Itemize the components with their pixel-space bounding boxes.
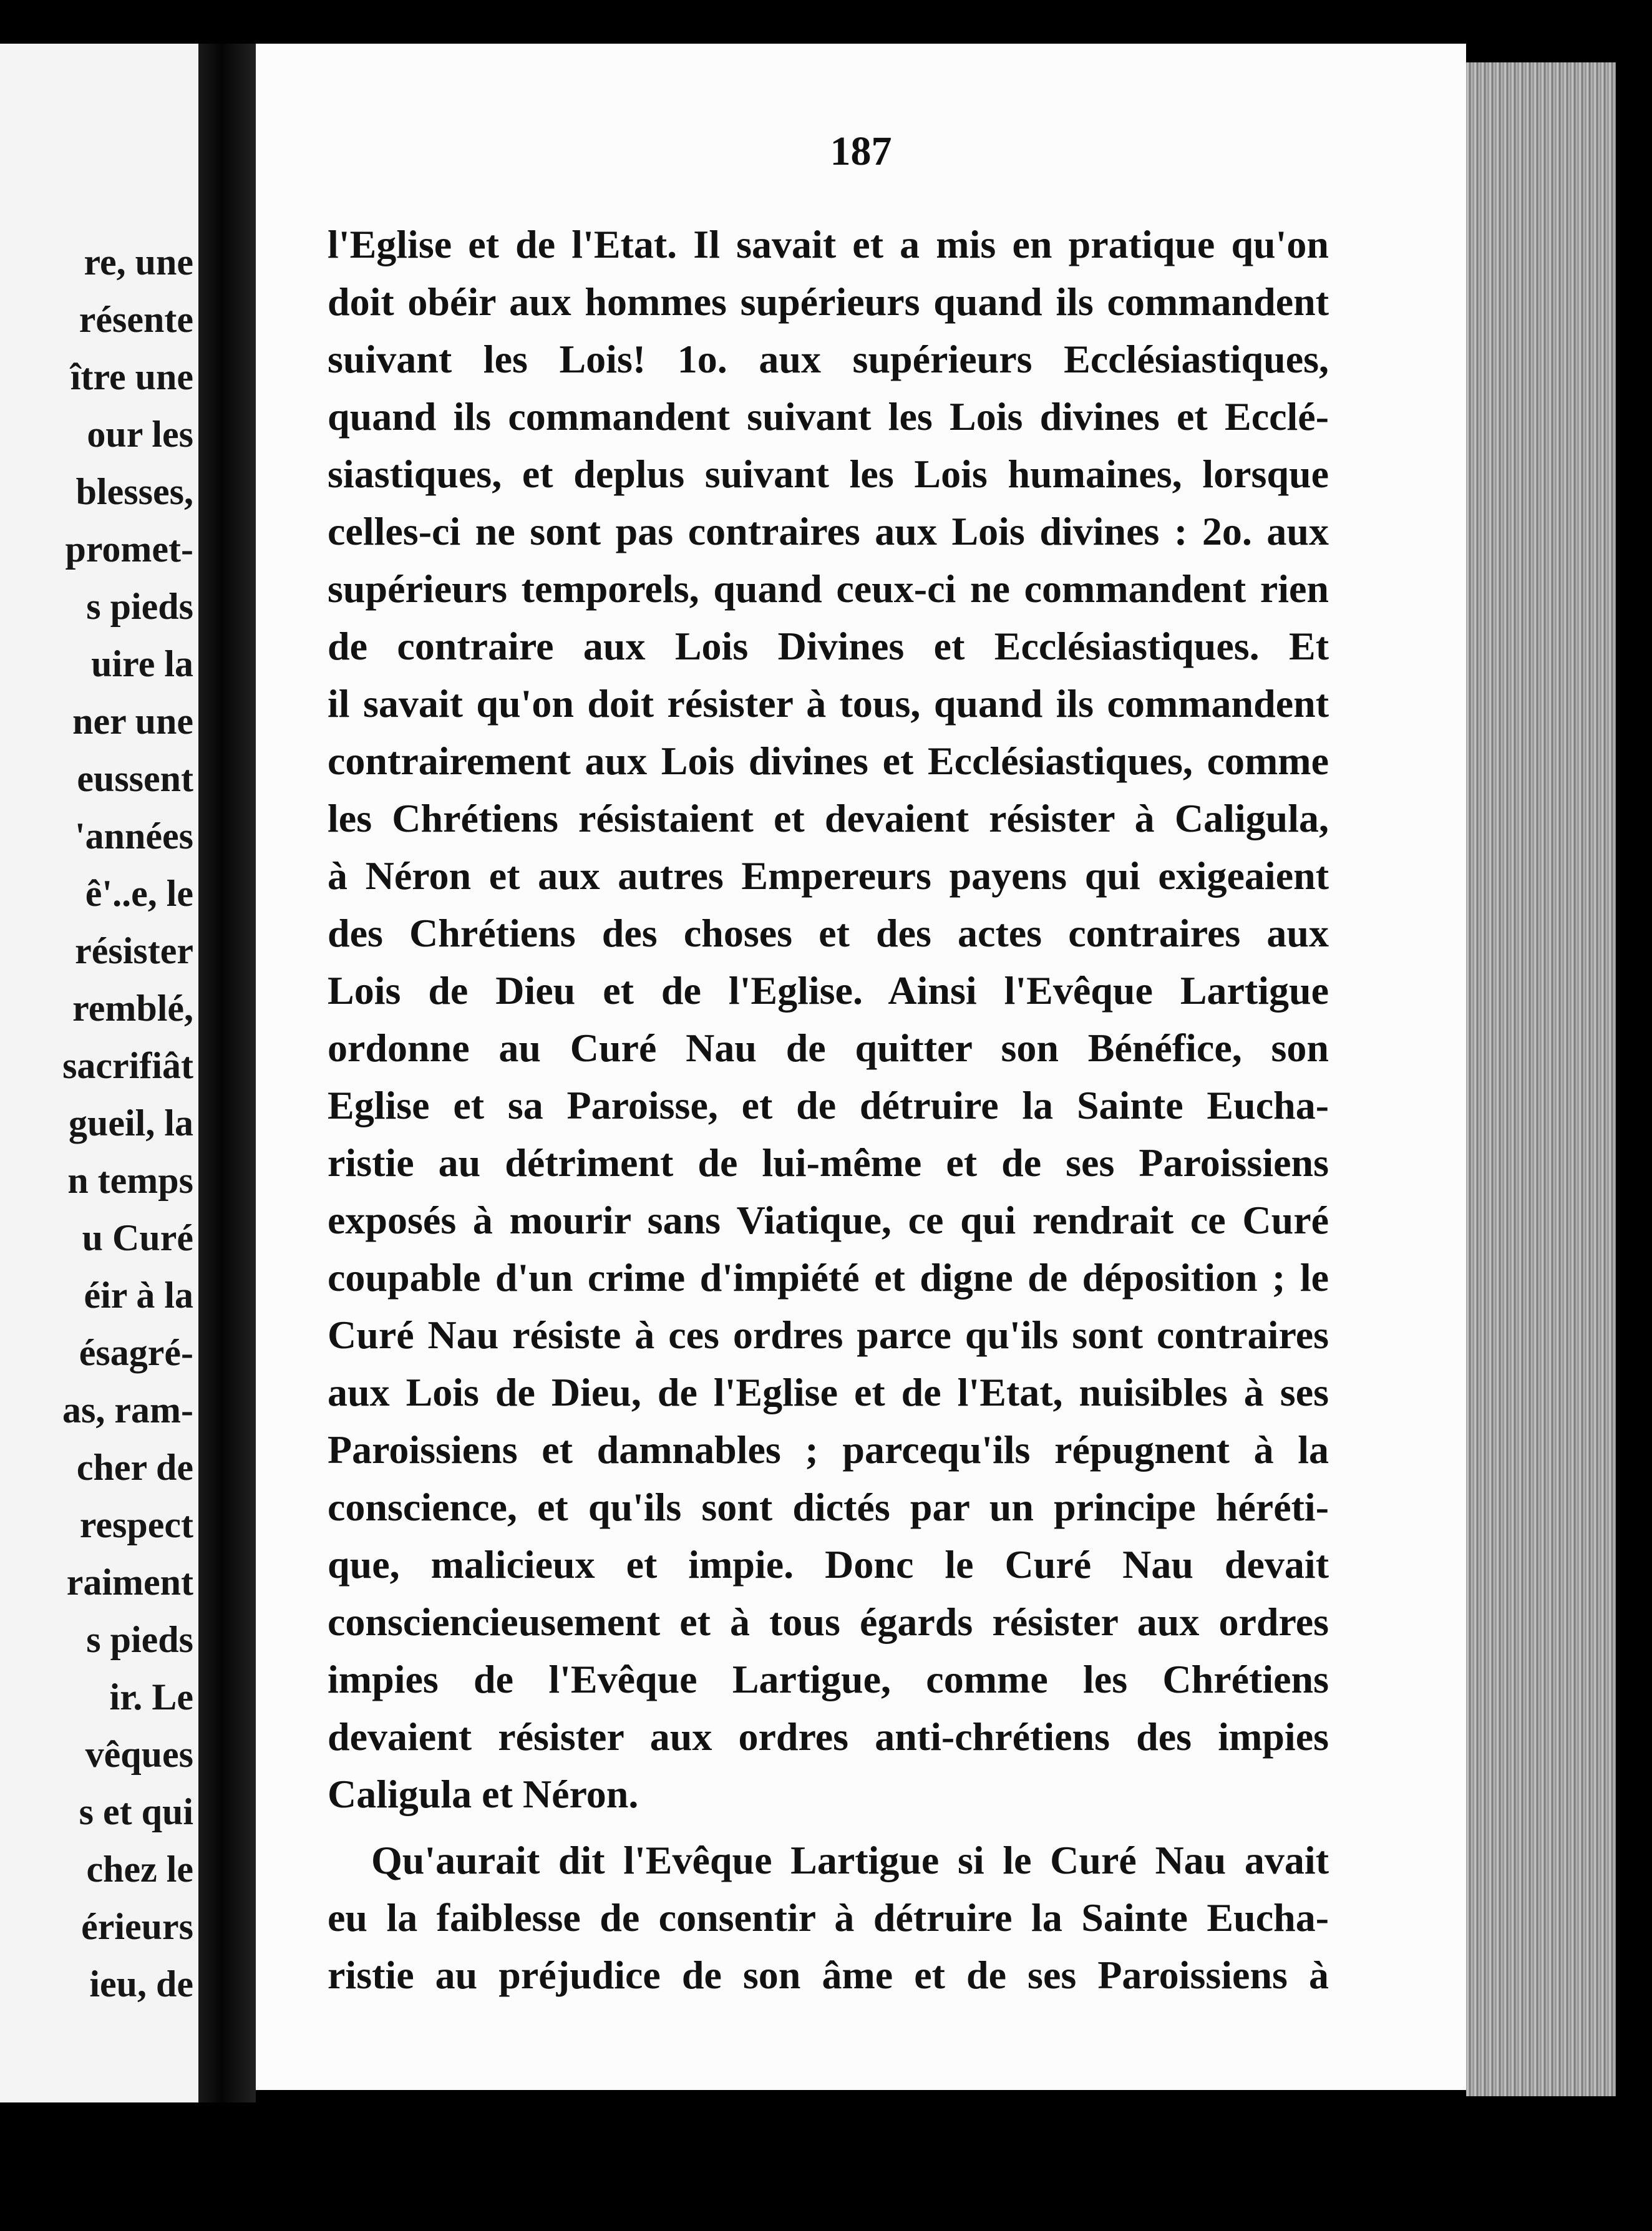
left-page-line: ê'..e, le [85,873,193,914]
text-line: ristie au détriment de lui-même et de ses Paroissiens [328,1140,1329,1185]
left-page-line: raiment [66,1562,193,1603]
text-line: Qu'aurait dit l'Evêque Lartigue si le Curé Nau avait [371,1838,1329,1882]
left-page-line: eussent [77,758,193,799]
text-line: ristie au préjudice de son âme et de ses Paroissiens à [328,1953,1329,1997]
text-line: quand ils commandent suivant les Lois divines et Ecclé- [328,394,1329,439]
text-line: aux Lois de Dieu, de l'Eglise et de l'Etat, nuisibles à ses [328,1370,1329,1414]
left-page-line: n temps [67,1160,193,1201]
left-page-line: blesses, [75,471,193,512]
left-page-line: résente [79,299,193,340]
left-page-line: s pieds [86,1619,193,1660]
text-line: l'Eglise et de l'Etat. Il savait et a mis en pratique qu'on [328,222,1329,266]
text-line: siastiques, et deplus suivant les Lois humaines, lorsque [328,452,1329,496]
page-number: 187 [830,129,892,174]
left-page-fragment [0,44,198,2102]
left-page-line: ésagré- [79,1332,193,1373]
text-line: eu la faiblesse de consentir à détruire la Sainte Eucha- [328,1895,1329,1940]
text-line: impies de l'Evêque Lartigue, comme les Chrétiens [328,1657,1329,1701]
main-page [256,44,1466,2090]
text-line: Paroissiens et damnables ; parcequ'ils répugnent à la [328,1427,1329,1472]
text-line: supérieurs temporels, quand ceux-ci ne commandent rien [328,566,1329,611]
left-page-line: s et qui [79,1791,193,1832]
left-page-line: vêques [85,1734,193,1775]
left-page-line: respect [79,1504,193,1545]
text-line: les Chrétiens résistaient et devaient résister à Caligula, [328,796,1329,840]
left-page-line: ieu, de [89,1963,193,2005]
left-page-line: résister [75,930,193,971]
text-line: devaient résister aux ordres anti-chrétiens des impies [328,1714,1329,1759]
left-page-line: our les [87,414,193,455]
left-page-line: u Curé [82,1217,193,1258]
left-page-line: érieurs [81,1906,193,1947]
text-line: ordonne au Curé Nau de quitter son Bénéfice, son [328,1026,1329,1070]
text-line: il savait qu'on doit résister à tous, quand ils commandent [328,681,1329,726]
text-line: Curé Nau résiste à ces ordres parce qu'ils sont contraires [328,1313,1329,1357]
left-page-line: 'années [74,815,193,857]
text-line: de contraire aux Lois Divines et Ecclésiastiques. Et [328,624,1329,668]
text-line: suivant les Lois! 1o. aux supérieurs Ecclésiastiques, [328,337,1329,381]
text-line: Lois de Dieu et de l'Eglise. Ainsi l'Evêque Lartigue [328,968,1329,1013]
text-line: Eglise et sa Paroisse, et de détruire la Sainte Eucha- [328,1083,1329,1127]
book-gutter [198,44,256,2102]
left-page-line: uire la [91,643,193,684]
text-line: celles-ci ne sont pas contraires aux Lois divines : 2o. aux [328,509,1329,553]
text-line: que, malicieux et impie. Donc le Curé Nau devait [328,1542,1329,1587]
left-page-line: ner une [72,701,193,742]
text-line: contrairement aux Lois divines et Ecclésiastiques, comme [328,739,1329,783]
left-page-line: sacrifiât [62,1045,193,1086]
text-line: Caligula et Néron. [328,1772,639,1816]
left-page-line: cher de [76,1447,193,1488]
left-page-line: gueil, la [68,1102,193,1144]
left-page-line: ir. Le [109,1676,193,1718]
text-line: des Chrétiens des choses et des actes contraires aux [328,911,1329,955]
left-page-line: re, une [84,241,193,283]
left-page-line: ître une [70,356,193,397]
text-line: consciencieusement et à tous égards résister aux ordres [328,1600,1329,1644]
left-page-line: promet- [65,528,193,570]
left-page-line: s pieds [86,586,193,627]
text-line: conscience, et qu'ils sont dictés par un principe héréti- [328,1485,1329,1529]
left-page-line: chez le [86,1849,193,1890]
text-line: coupable d'un crime d'impiété et digne de déposition ; le [328,1255,1329,1300]
left-page-line: éir à la [84,1275,193,1316]
left-page-line: as, ram- [62,1389,193,1431]
page-edges [1466,62,1616,2096]
text-line: à Néron et aux autres Empereurs payens qui exigeaient [328,853,1329,898]
text-line: exposés à mourir sans Viatique, ce qui rendrait ce Curé [328,1198,1329,1242]
left-page-line: remblé, [72,988,193,1029]
text-line: doit obéir aux hommes supérieurs quand ils commandent [328,279,1329,324]
